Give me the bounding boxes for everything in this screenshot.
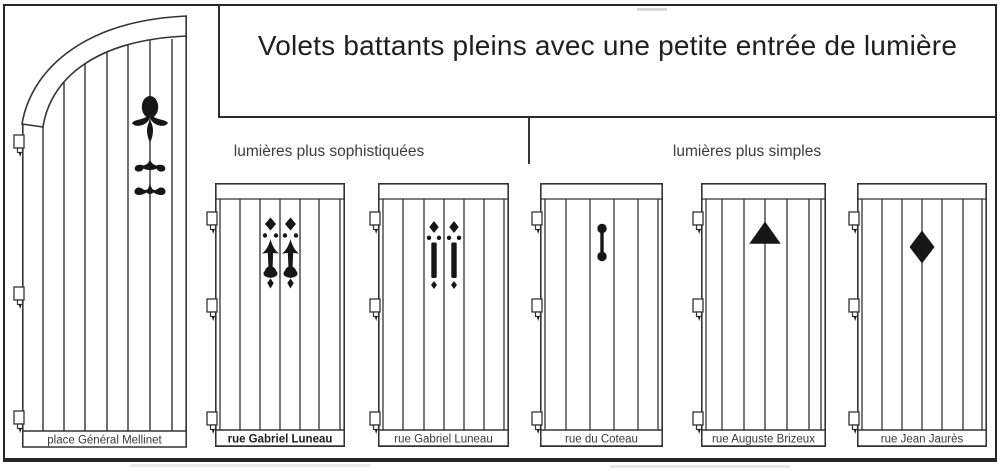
diagram-title: Volets battants pleins avec une petite entrée de lumière bbox=[257, 30, 958, 61]
door-rue-gabriel-luneau-2 bbox=[369, 183, 509, 447]
door-rue-gabriel-luneau-1 bbox=[206, 183, 345, 447]
scan-streak bbox=[130, 464, 370, 467]
door-drawing bbox=[692, 183, 826, 447]
door-drawing bbox=[369, 183, 509, 447]
door-rue-du-coteau bbox=[531, 183, 663, 447]
category-divider-line bbox=[528, 118, 530, 164]
door-place-general-mellinet bbox=[13, 13, 187, 448]
diagram-frame bbox=[3, 4, 997, 462]
door-label: rue Auguste Brizeux bbox=[712, 433, 815, 446]
door-rue-auguste-brizeux bbox=[692, 183, 826, 447]
title-box bbox=[218, 6, 995, 118]
door-drawing bbox=[531, 183, 663, 447]
door-outline bbox=[541, 184, 662, 446]
door-label: place Général Mellinet bbox=[47, 434, 162, 447]
door-drawing bbox=[13, 13, 187, 448]
scan-smudge bbox=[637, 8, 667, 11]
category-label-sophisticated: lumières plus sophistiquées bbox=[233, 143, 425, 160]
door-rue-jean-jaures bbox=[848, 183, 987, 447]
door-outline bbox=[702, 184, 825, 446]
door-label: rue du Coteau bbox=[565, 433, 638, 446]
door-drawing bbox=[848, 183, 987, 447]
door-label: rue Jean Jaurès bbox=[880, 433, 964, 446]
door-label: rue Gabriel Luneau bbox=[227, 433, 333, 446]
door-label: rue Gabriel Luneau bbox=[394, 433, 493, 446]
category-label-simple: lumières plus simples bbox=[672, 143, 822, 160]
scan-streak bbox=[610, 465, 790, 468]
door-drawing bbox=[206, 183, 345, 447]
